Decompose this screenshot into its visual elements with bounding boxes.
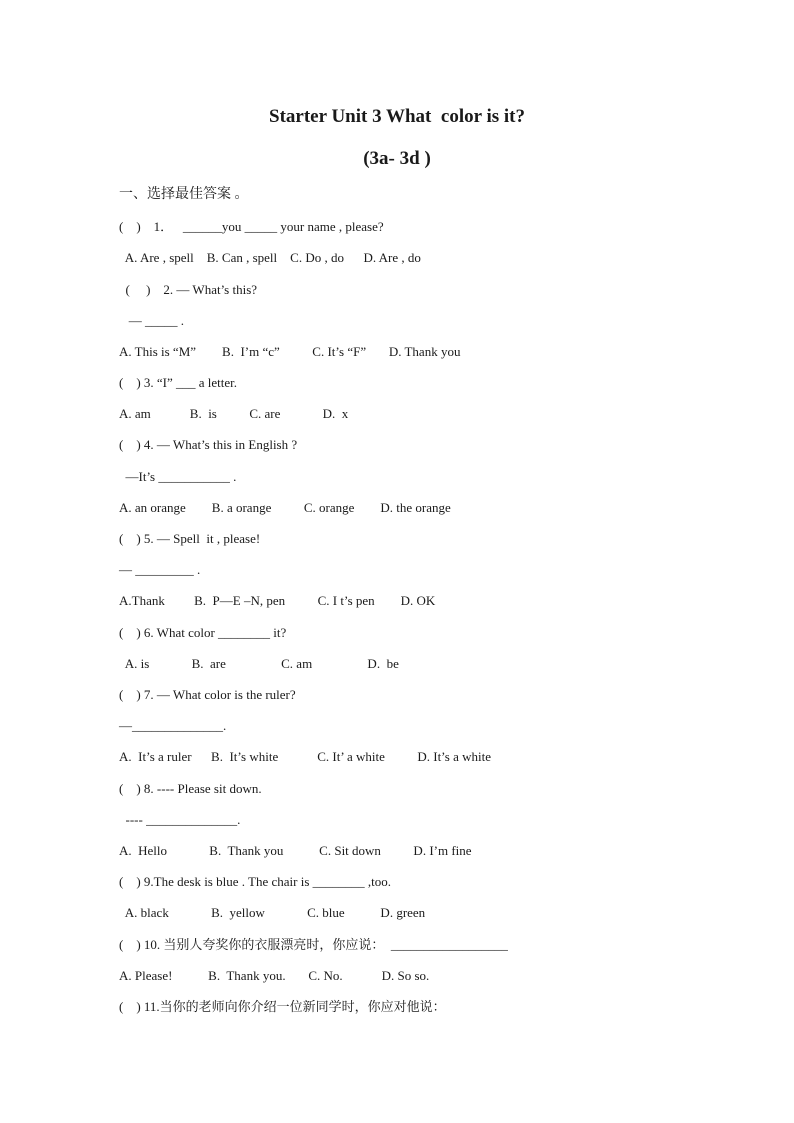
question-5: ( ) 5. — Spell it , please! [119,531,261,546]
question-5-options: A.Thank B. P—E –N, pen C. I t’s pen D. OK [119,593,436,608]
question-2: ( ) 2. — What’s this? [119,282,258,297]
question-4-options: A. an orange B. a orange C. orange D. the orange [119,500,451,515]
question-2-options: A. This is “M” B. I’m “c” C. It’s “F” D. Thank you [119,344,461,359]
question-6: ( ) 6. What color ________ it? [119,625,287,640]
question-1-options: A. Are , spell B. Can , spell C. Do , do D. Are , do [119,250,421,265]
question-10: ( ) 10. 当别人夸奖你的衣服漂亮时，你应说： __________________ [119,937,508,952]
worksheet-title: Starter Unit 3 What color is it? [269,106,525,127]
question-7-options: A. It’s a ruler B. It’s white C. It’ a white D. It’s a white [119,749,492,764]
question-2-response: — _____ . [119,313,184,328]
question-8-response: ---- ______________. [119,812,241,827]
question-10-options: A. Please! B. Thank you. C. No. D. So so. [119,968,430,983]
question-4-response: —It’s ___________ . [119,469,237,484]
question-8-options: A. Hello B. Thank you C. Sit down D. I’m fine [119,843,472,858]
section-heading: 一、选择最佳答案 。 [119,187,249,202]
question-7: ( ) 7. — What color is the ruler? [119,687,296,702]
question-1: ( ) 1． ______you _____ your name , please? [119,219,384,234]
question-8: ( ) 8. ---- Please sit down. [119,781,262,796]
question-11: ( ) 11.当你的老师向你介绍一位新同学时，你应对他说： [119,999,446,1014]
question-7-response: —______________. [119,718,227,733]
question-4: ( ) 4. — What’s this in English ? [119,437,298,452]
worksheet-subtitle: (3a- 3d ) [363,148,431,169]
question-9-options: A. black B. yellow C. blue D. green [119,905,426,920]
question-3: ( ) 3. “I” ___ a letter. [119,375,238,390]
question-5-response: — _________ . [119,562,201,577]
question-3-options: A. am B. is C. are D. x [119,406,349,421]
question-9: ( ) 9.The desk is blue . The chair is ________ ,too. [119,874,391,889]
question-6-options: A. is B. are C. am D. be [119,656,399,671]
